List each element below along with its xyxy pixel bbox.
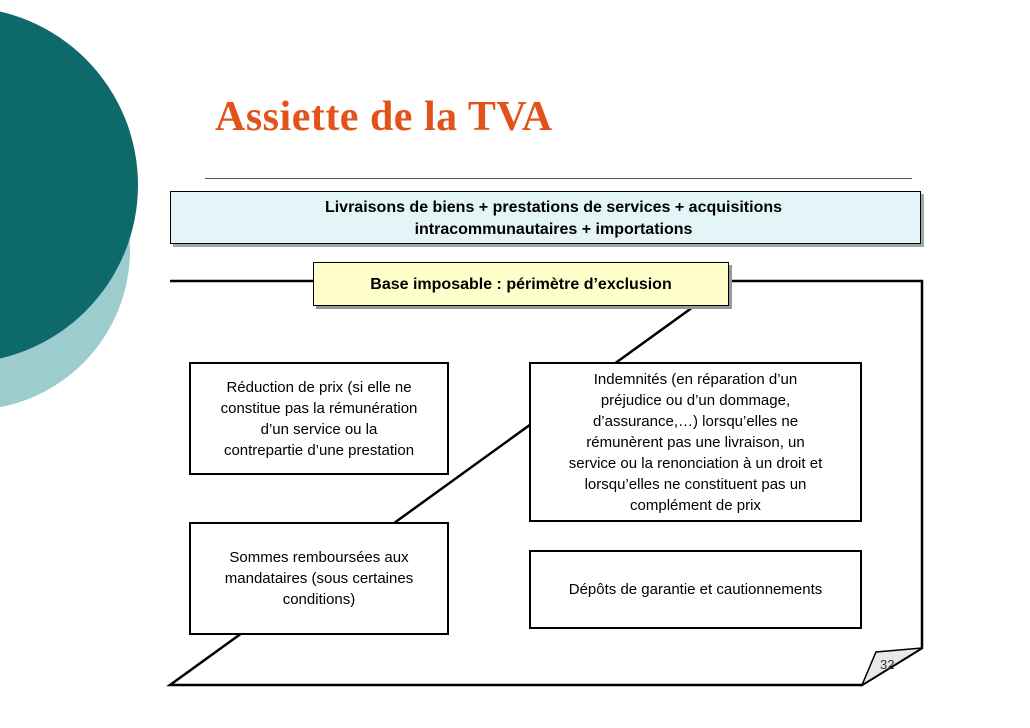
box-sommes-remboursees	[189, 522, 449, 635]
box-line: Dépôts de garantie et cautionnements	[568, 581, 823, 598]
box-line: d’un service ou la	[260, 420, 378, 438]
box-line: complément de prix	[630, 496, 761, 514]
box-line: lorsqu’elles ne constituent pas un	[584, 475, 807, 493]
box-line: mandataires (sous certaines	[224, 570, 414, 587]
box-indemnites	[529, 362, 862, 522]
box-line: constitue pas la rémunération	[220, 399, 418, 417]
box-line: d’assurance,…) lorsqu’elles ne	[592, 412, 799, 430]
box-line: contrepartie d’une prestation	[223, 441, 415, 459]
box-depots-garantie	[529, 550, 862, 629]
box-line: Réduction de prix (si elle ne	[226, 378, 412, 396]
formula-line-1: Livraisons de biens + prestations de services + acquisitions	[324, 199, 783, 216]
box-reduction-prix	[189, 362, 449, 475]
box-line: Indemnités (en réparation d’un	[593, 370, 798, 388]
box-line: conditions)	[282, 591, 356, 608]
slide-title: Assiette de la TVA	[215, 94, 553, 140]
formula-line-2: intracommunautaires + importations	[414, 221, 693, 238]
box-line: rémunèrent pas une livraison, un	[586, 433, 805, 451]
base-imposable-label: Base imposable : périmètre d’exclusion	[313, 262, 729, 306]
box-line: préjudice ou d’un dommage,	[600, 391, 791, 409]
box-line: Sommes remboursées aux	[229, 549, 409, 566]
box-line: service ou la renonciation à un droit et	[568, 454, 823, 472]
page-number: 32	[880, 657, 895, 672]
